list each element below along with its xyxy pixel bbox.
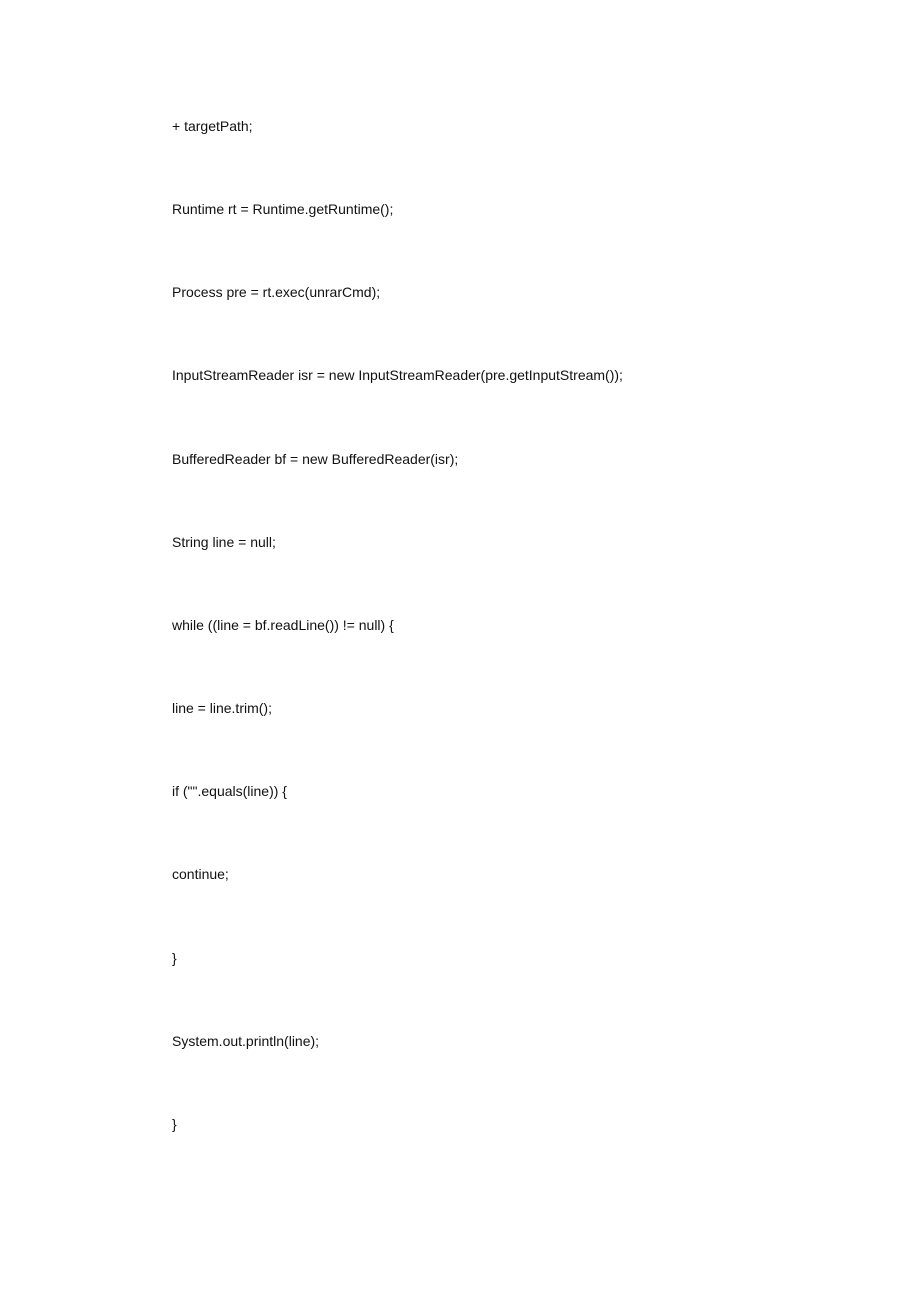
code-line: String line = null;	[172, 534, 276, 550]
code-line: if ("".equals(line)) {	[172, 783, 287, 799]
code-line: Process pre = rt.exec(unrarCmd);	[172, 284, 381, 300]
code-line: BufferedReader bf = new BufferedReader(isr);	[172, 451, 459, 467]
code-line: }	[172, 1116, 177, 1132]
code-line: while ((line = bf.readLine()) != null) {	[172, 617, 394, 633]
code-line: continue;	[172, 866, 229, 882]
code-line: System.out.println(line);	[172, 1033, 320, 1049]
code-line: }	[172, 950, 177, 966]
code-line: + targetPath;	[172, 118, 253, 134]
code-line: line = line.trim();	[172, 700, 272, 716]
code-line: InputStreamReader isr = new InputStreamReader(pre.getInputStream());	[172, 367, 623, 383]
code-line: Runtime rt = Runtime.getRuntime();	[172, 201, 394, 217]
